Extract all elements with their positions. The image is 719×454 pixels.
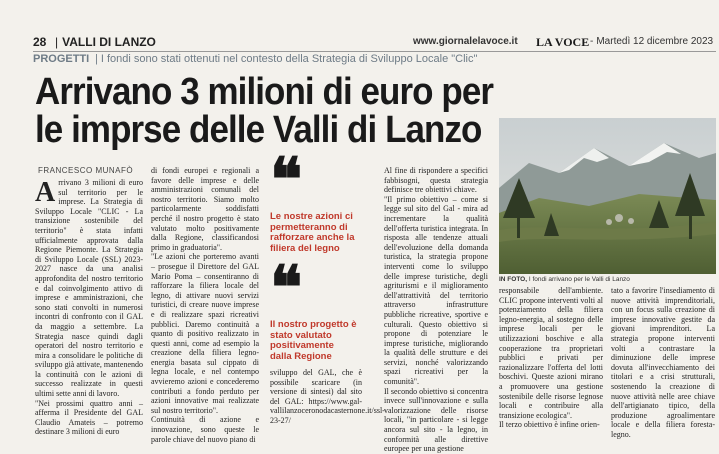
newspaper-name: LA VOCE [536, 35, 590, 49]
caption-text: I fondi arrivano per le Valli di Lanzo [528, 276, 630, 283]
article-kicker: PROGETTI [33, 53, 90, 65]
pull-quote-1 [270, 146, 358, 254]
website-url: www.giornalelavoce.it [413, 36, 518, 47]
article-headline [35, 71, 494, 151]
drop-cap: A [35, 177, 56, 208]
article-column-1 [35, 177, 143, 437]
mountain-photo [499, 118, 716, 274]
quote-mark-icon: ❝ [270, 146, 295, 213]
article-column-2: di fondi europei e regionali a favore delle imprese e delle amministrazioni comunali del nostro territorio. Siamo molto particolarmente soddisfatti perché il nostro progetto è stato valutato molto positivamente dalla Regione, classificandosi primo in graduatoria". "Le azioni che porteremo avanti – prosegue il Direttore del GAL Mario Poma – consentiranno di rafforzare la filiera locale del legno, di attivare nuovi servizi turistici, di creare nuove imprese e di realizzare spazi ricreativi pubblici. Daremo continuità a quanto di positivo realizzato in questi anni, come ad esempio la creazione della filiera legno-energia basata sul cippato di legna locale, e nel contempo avvieremo azioni e concederemo contributi a fondo perduto per azioni innovative mai realizzate sul nostro territorio". Continuità di azione e innovazione, sono queste le parole chiave del nuovo piano di [151, 166, 259, 444]
pull-quote-2-text: Il nostro progetto è stato valutato positivamente dalla Regione [270, 319, 357, 362]
article-column-6: tato a favorire l'insediamento di nuove attività imprenditoriali, con un focus sulla creazione di imprese innovative gestite da giovani imprenditori. La strategia propone interventi volti a contrastare la diminuzione delle imprese dovuta all'invecchiamento dei titolari e a crisi strutturali, sostenendo la creazione di nuove attività nelle aree chiave dell'artigianato tipico, della produzione agroalimentare locale e della filiera foresta-legno. [611, 286, 715, 439]
article-column-5: responsabile dell'ambiente. CLIC propone interventi volti al potenziamento della filiera legno-energia, al sostegno delle imprese locali per le utilizzazioni boschive e alla cooperazione tra proprietari pubblici e privati per razionalizzare l'offerta del lotti boschivi. Queste azioni mirano a promuovere una gestione sostenibile delle risorse legnose locali e contribuire alla transizione ecologica". Il terzo obiettivo è infine orien- [499, 286, 603, 430]
caption-label: IN FOTO, [499, 276, 528, 283]
article-column-4: Al fine di rispondere a specifici fabbisogni, questa strategia definisce tre obiettivi chiave. "Il primo obiettivo – come si legge sul sito del Gal - mira ad incrementare la qualità dell'offerta turistica integrata. In risposta alle tendenze attuali dell'evoluzione della domanda turistica, la strategia propone interventi come lo sviluppo delle imprese turistiche, degli agriturismi e il miglioramento dell'attrattività del territorio attraverso infrastrutture pubbliche ricreative, sportive e culturali. Questo obiettivo si propone di potenziare le imprese turistiche, migliorando la qualità delle strutture e dei servizi, nonché valorizzando spazi ricreativi per la comunità". Il secondo obiettivo si concentra invece sull'innovazione e sulla valorizzazione delle risorse locali, "in particolare - si legge ancora sul sito - la legno, in conformità alle direttive europee per una gestione [384, 166, 488, 454]
quote-mark-icon: ❝ [270, 254, 295, 321]
headline-line-2: le imprse delle Valli di Lanzo [35, 109, 482, 151]
issue-date-text: Martedì 12 dicembre 2023 [596, 36, 714, 47]
page-number: 28 [33, 35, 47, 49]
header-divider [33, 51, 716, 52]
column-1-text: rrivano 3 milioni di euro sul territorio per le imprese. La Strategia di Sviluppo Locale "CLIC - La transizione sostenibile del territorio" è stata infatti ufficialmente approvata dalla Regione Piemonte. La Strategia di Sviluppo Locale (SSL) 2023-2027 nasce da una analisi approfondita del nostro territorio e dal coinvolgimento attivo di imprese e amministrazioni, che sono stati convolti in numerosi incontri di confronto con il GAL da maggio a settembre. La Strategia nasce quindi dagli operatori del nostro territorio e mira a consolidare le politiche di sviluppo già attivate, mantenendo la continuità con le azioni di successo realizzate in questi ultimi sette anni di lavoro. "Nei prossimi quattro anni – afferma il Presidente del GAL Claudio Amateis – potremo destinare 3 milioni di euro [35, 178, 143, 437]
photo-caption [499, 276, 716, 283]
photo-image [499, 118, 716, 274]
article-deck-text: I fondi sono stati ottenuti nel contesto della Strategia di Sviluppo Locale "Clic" [100, 53, 478, 65]
pull-quote-1-text: Le nostre azioni ci permetteranno di rafforzare anche la filiera del legno [270, 211, 355, 254]
section-label: VALLI DI LANZO [62, 35, 156, 49]
headline-line-1: Arrivano 3 milioni di euro per [35, 71, 494, 113]
column-3-tail: sviluppo del GAL, che è possibile scaricare (in versione di sintesi) dal sito del GAL: https://www.gal-vallilanzoceronodacasternone.it/ssl-23-27/ [270, 368, 385, 425]
byline: FRANCESCO MUNAFÒ [38, 166, 134, 175]
article-deck: | I fondi sono stati ottenuti nel contesto della Strategia di Sviluppo Locale "Clic" [95, 53, 478, 65]
section-title: | VALLI DI LANZO [55, 35, 156, 49]
pull-quote-2 [270, 254, 358, 362]
issue-date: - Martedì 12 dicembre 2023 [590, 36, 714, 47]
